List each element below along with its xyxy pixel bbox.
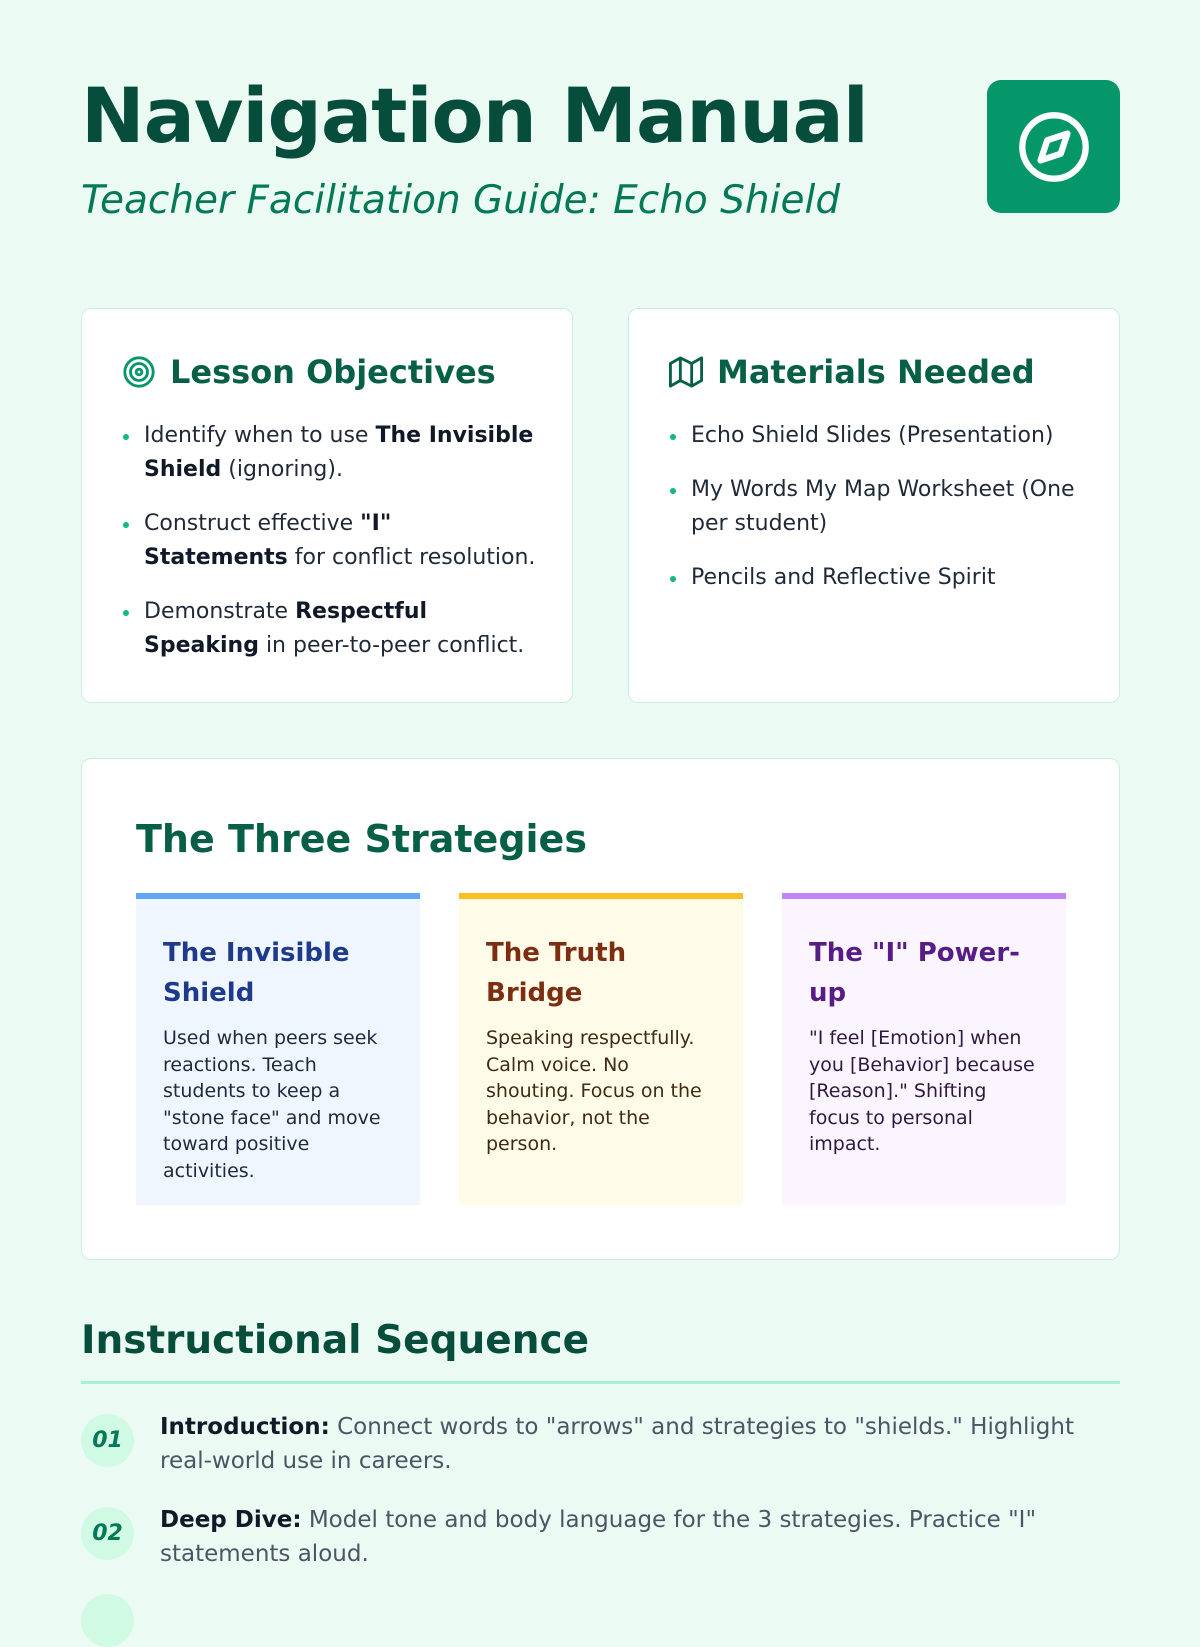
lesson-objectives-card xyxy=(81,308,573,703)
step-number-badge: 01 xyxy=(81,1414,134,1467)
page xyxy=(81,0,1120,1567)
strategy-title: The "I" Power-up xyxy=(809,938,1020,1008)
header xyxy=(81,0,1120,290)
strategy-title: The Invisible Shield xyxy=(163,938,350,1008)
step-text: Introduction: Connect words to "arrows" and strategies to "shields." Highlight real-world use in careers. xyxy=(160,1414,1075,1474)
target-icon xyxy=(122,355,156,389)
lesson-objectives-heading xyxy=(122,353,496,391)
page-title: Navigation Manual xyxy=(81,71,868,160)
strategy-invisible-shield xyxy=(136,893,420,1205)
materials-list xyxy=(669,419,1089,615)
strategy-truth-bridge xyxy=(459,893,743,1205)
objective-item: Construct effective "I" Statements for conflict resolution. xyxy=(122,507,542,575)
strategies-card xyxy=(81,758,1120,1260)
step-label: Introduction: xyxy=(160,1414,330,1440)
material-item: Pencils and Reflective Spirit xyxy=(669,561,1089,595)
step-label: Deep Dive: xyxy=(160,1507,302,1533)
step-number-badge: 02 xyxy=(81,1507,134,1560)
map-icon xyxy=(669,355,703,389)
compass-icon xyxy=(1016,109,1092,185)
strategy-i-power-up xyxy=(782,893,1066,1205)
step-number-badge xyxy=(81,1594,134,1647)
strategy-title: The Truth Bridge xyxy=(486,938,627,1008)
materials-needed-heading xyxy=(669,353,1035,391)
step-text: Deep Dive: Model tone and body language for the 3 strategies. Practice "I" statements aloud. xyxy=(160,1507,1037,1567)
material-item: My Words My Map Worksheet (One per student) xyxy=(669,473,1089,541)
objective-item: Demonstrate Respectful Speaking in peer-to-peer conflict. xyxy=(122,595,542,663)
sequence-heading: Instructional Sequence xyxy=(81,1318,590,1363)
materials-needed-card xyxy=(628,308,1120,703)
strategy-description: Used when peers seek reactions. Teach students to keep a "stone face" and move toward positive activities. xyxy=(163,1027,381,1182)
lesson-objectives-title: Lesson Objectives xyxy=(170,353,496,391)
compass-logo xyxy=(987,80,1120,213)
strategies-heading: The Three Strategies xyxy=(136,817,587,861)
materials-needed-title: Materials Needed xyxy=(717,353,1035,391)
material-item: Echo Shield Slides (Presentation) xyxy=(669,419,1089,453)
strategy-description: Speaking respectfully. Calm voice. No shouting. Focus on the behavior, not the person. xyxy=(486,1027,702,1155)
strategy-description: "I feel [Emotion] when you [Behavior] because [Reason]." Shifting focus to personal impact. xyxy=(809,1027,1035,1155)
objectives-list xyxy=(122,419,542,683)
sequence-divider xyxy=(81,1381,1120,1384)
page-subtitle: Teacher Facilitation Guide: Echo Shield xyxy=(81,178,841,223)
objective-item: Identify when to use The Invisible Shield (ignoring). xyxy=(122,419,542,487)
